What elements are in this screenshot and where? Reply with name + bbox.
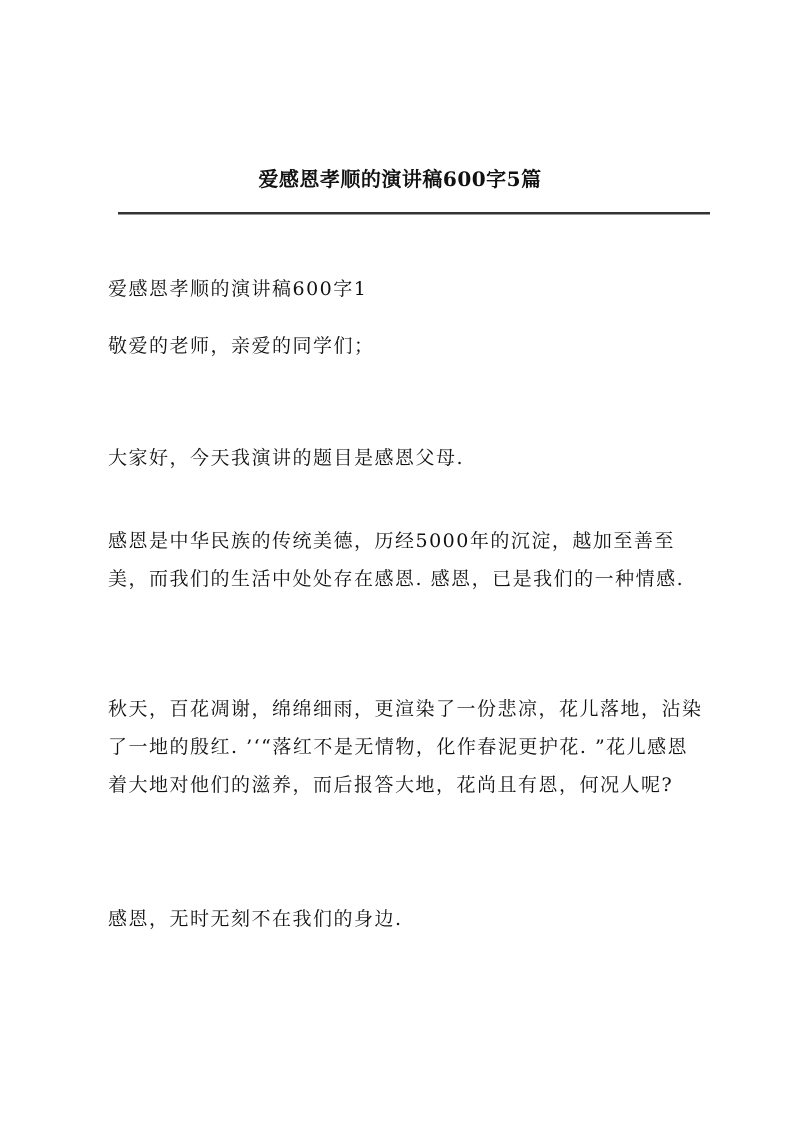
- body-paragraph-gratitude: 感恩，无时无刻不在我们的身边.: [108, 908, 403, 930]
- section-heading: 爱感恩孝顺的演讲稿600字1: [108, 278, 368, 300]
- body-paragraph-autumn: 秋天，百花凋谢，绵绵细雨，更渲染了一份悲凉，花儿落地，沾染了一地的殷红. ’‘“落红不是无情物，化作春泥更护花. ”花儿感恩着大地对他们的滋养，而后报答大地，花尚且有恩，何况人呢?: [108, 698, 703, 796]
- body-paragraph-virtue: 感恩是中华民族的传统美德，历经5000年的沉淀，越加至善至美，而我们的生活中处处存在感恩. 感恩，已是我们的一种情感.: [108, 530, 685, 590]
- title-divider: [118, 212, 710, 215]
- salutation-paragraph: 敬爱的老师，亲爱的同学们；: [108, 335, 375, 357]
- document-title: 爱感恩孝顺的演讲稿600字5篇: [258, 167, 542, 191]
- greeting-paragraph: 大家好，今天我演讲的题目是感恩父母.: [108, 447, 465, 469]
